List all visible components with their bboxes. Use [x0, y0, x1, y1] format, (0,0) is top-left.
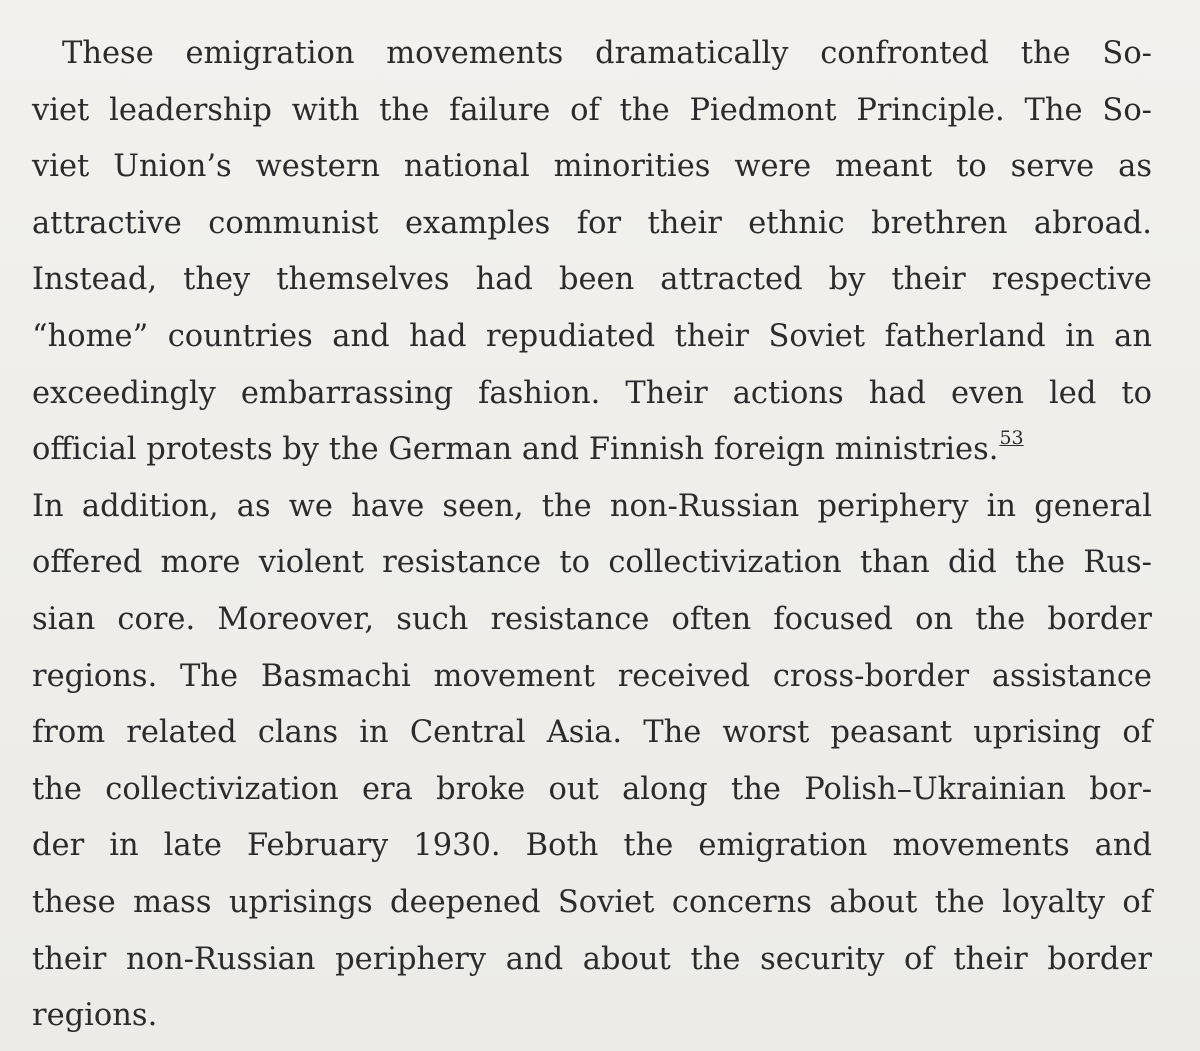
text-line: exceedingly embarrassing fashion. Their actions had even led to — [32, 375, 1152, 411]
text-line: regions. — [32, 998, 158, 1034]
footnote-reference[interactable]: 53 — [999, 427, 1024, 450]
text-line: offered more violent resistance to collectivization than did the Rus- — [32, 545, 1152, 581]
paragraph — [0, 26, 1200, 1045]
text-line-with-footnote — [0, 422, 1200, 479]
text-line: sian core. Moreover, such resistance often focused on the border — [32, 601, 1152, 637]
text-line: viet leadership with the failure of the Piedmont Principle. The So- — [32, 92, 1152, 128]
text-line: Instead, they themselves had been attracted by their respective — [32, 262, 1152, 298]
text-line: viet Union’s western national minorities were meant to serve as — [32, 149, 1152, 185]
text-line-content: official protests by the German and Finnish foreign ministries. — [32, 432, 999, 468]
text-line: the collectivization era broke out along the Polish–Ukrainian bor- — [32, 771, 1152, 807]
text-line: These emigration movements dramatically confronted the So- — [62, 36, 1152, 71]
text-line: In addition, as we have seen, the non-Russian periphery in general — [32, 488, 1152, 524]
text-line: their non-Russian periphery and about the security of their border — [32, 941, 1152, 977]
text-line: these mass uprisings deepened Soviet concerns about the loyalty of — [32, 884, 1152, 920]
text-line: from related clans in Central Asia. The worst peasant uprising of — [32, 715, 1152, 751]
text-line: “home” countries and had repudiated their Soviet fatherland in an — [32, 318, 1152, 354]
text-line: regions. The Basmachi movement received cross-border assistance — [32, 658, 1152, 694]
text-line: attractive communist examples for their ethnic brethren abroad. — [32, 205, 1152, 241]
text-line: der in late February 1930. Both the emigration movements and — [32, 828, 1152, 864]
